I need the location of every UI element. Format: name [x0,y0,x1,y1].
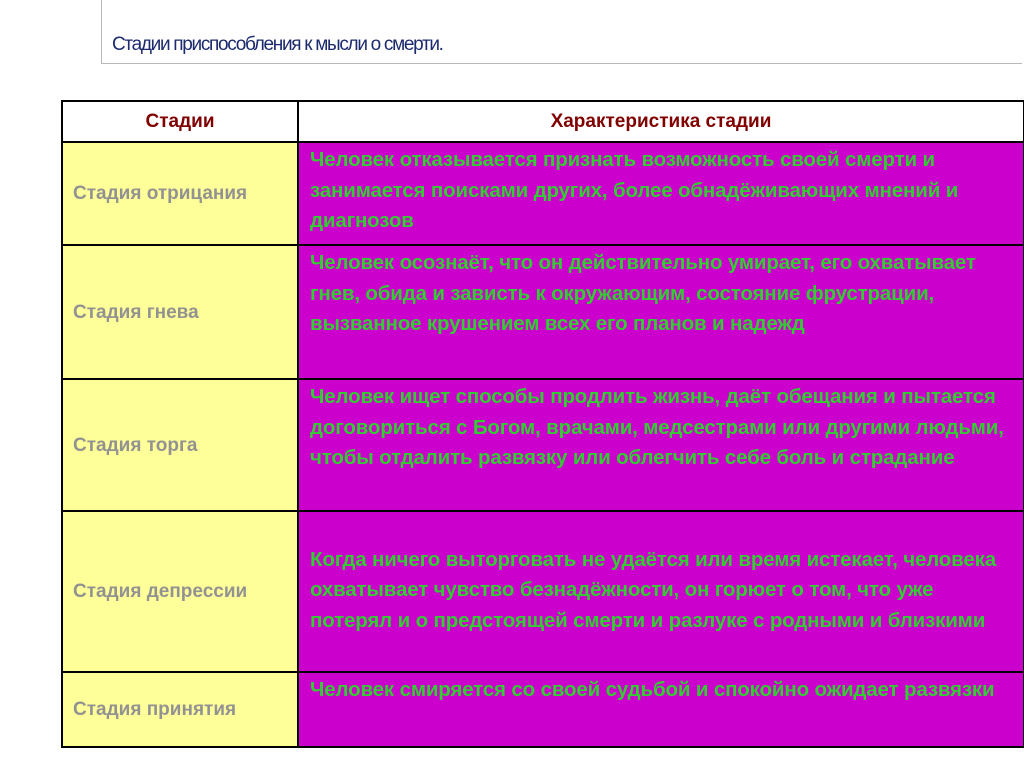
header-stages: Стадии [62,101,298,142]
stage-cell: Стадия гнева [62,245,298,379]
stage-cell: Стадия торга [62,379,298,511]
stage-cell: Стадия депрессии [62,511,298,672]
description-cell: Человек смиряется со своей судьбой и спокойно ожидает развязки [298,672,1024,747]
table-row [62,379,1024,511]
description-cell: Человек ищет способы продлить жизнь, даёт обещания и пытается договориться с Богом, врачами, медсестрами или другими людьми, чтобы отдалить развязку или облегчить себе боль и страдание [298,379,1024,511]
table-row [62,245,1024,379]
stages-table [61,100,1024,748]
table-row [62,672,1024,747]
stage-cell: Стадия принятия [62,672,298,747]
description-cell: Человек отказывается признать возможность своей смерти и занимается поисками других, более обнадёживающих мнений и диагнозов [298,142,1024,245]
table-header-row [62,101,1024,142]
table-row [62,142,1024,245]
stage-cell: Стадия отрицания [62,142,298,245]
description-cell: Человек осознаёт, что он действительно умирает, его охватывает гнев, обида и зависть к окружающим, состояние фрустрации, вызванное крушением всех его планов и надежд [298,245,1024,379]
table-row [62,511,1024,672]
header-characteristic: Характеристика стадии [298,101,1024,142]
slide-title: Стадии приспособления к мысли о смерти. [112,34,443,55]
description-cell: Когда ничего выторговать не удаётся или время истекает, человека охватывает чувство безнадёжности, он горюет о том, что уже потерял и о предстоящей смерти и разлуке с родными и близкими [298,511,1024,672]
